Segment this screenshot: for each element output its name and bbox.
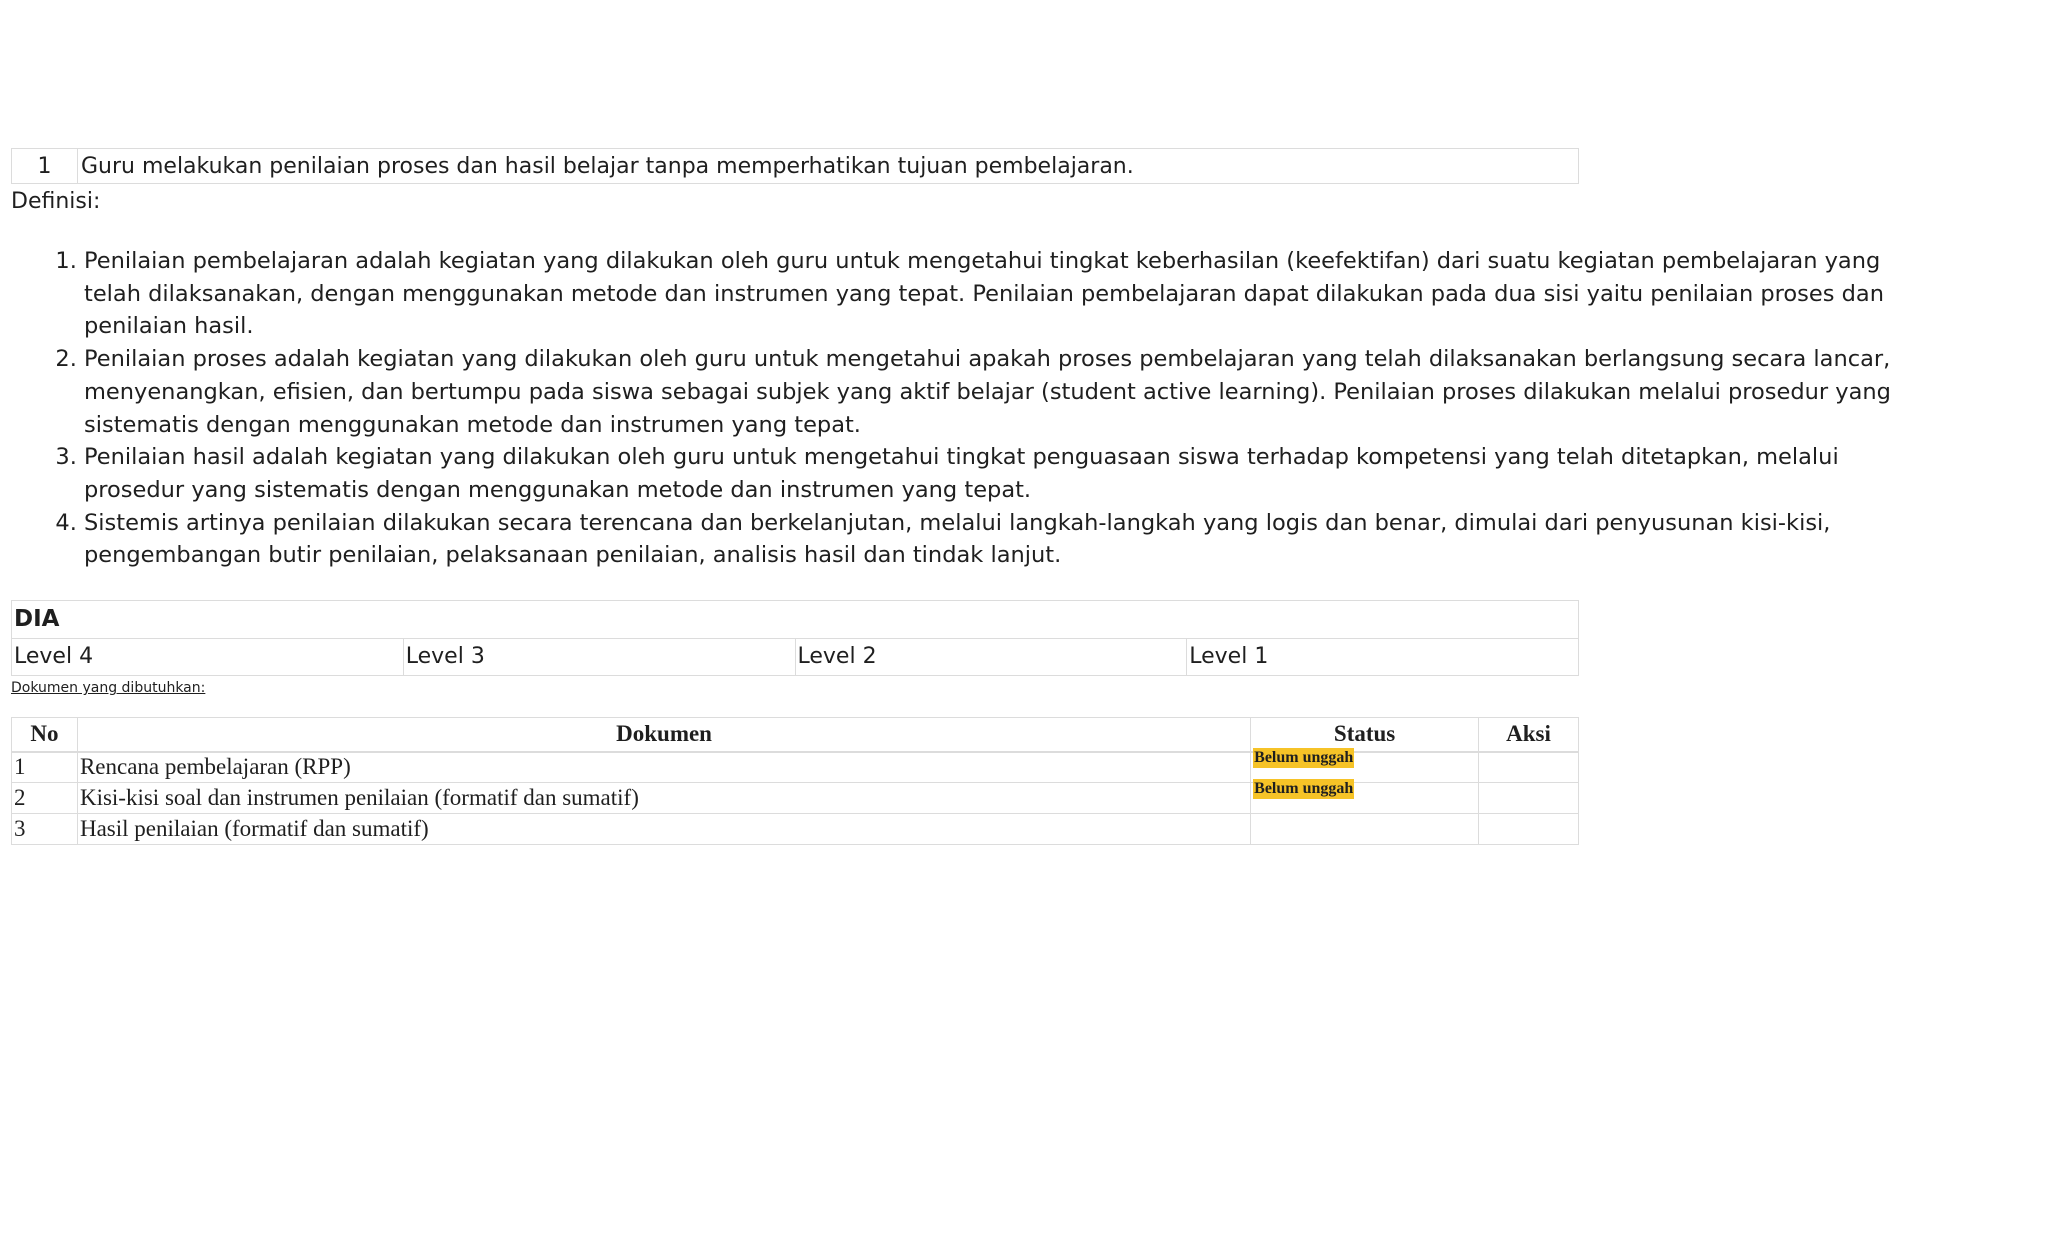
status-badge: Belum unggah xyxy=(1254,780,1354,798)
header-dokumen: Dokumen xyxy=(77,718,1250,752)
header-no: No xyxy=(12,718,78,752)
indicator-row xyxy=(11,148,1579,184)
definition-item: 3. Penilaian hasil adalah kegiatan yang dilakukan oleh guru untuk mengetahui tingkat penguasaan siswa terhadap kompetensi yang telah ditetapkan, melalui prosedur yang sistematis dengan menggunakan metode dan instrumen yang tepat. xyxy=(84,441,1924,506)
dia-title: DIA xyxy=(12,601,1578,639)
definition-label: Definisi: xyxy=(11,189,101,214)
row-dokumen: Kisi-kisi soal dan instrumen penilaian (formatif dan sumatif) xyxy=(77,783,1250,814)
indicator-text: Guru melakukan penilaian proses dan hasil belajar tanpa memperhatikan tujuan pembelajaran. xyxy=(81,153,1134,179)
row-no: 2 xyxy=(12,783,78,814)
header-aksi: Aksi xyxy=(1479,718,1579,752)
row-aksi xyxy=(1479,783,1579,814)
row-no: 3 xyxy=(12,814,78,845)
dia-table xyxy=(11,600,1579,676)
header-status: Status xyxy=(1251,718,1479,752)
definition-list xyxy=(11,245,1924,572)
status-badge: Belum unggah xyxy=(1254,749,1354,767)
document-table-header xyxy=(12,718,1579,752)
row-aksi xyxy=(1479,752,1579,783)
table-row xyxy=(12,752,1579,783)
row-status xyxy=(1251,749,1479,783)
row-aksi xyxy=(1479,814,1579,845)
definition-item: 2. Penilaian proses adalah kegiatan yang dilakukan oleh guru untuk mengetahui apakah proses pembelajaran yang telah dilaksanakan berlangsung secara lancar, menyenangkan, efisien, dan bertumpu pada siswa sebagai subjek yang aktif belajar (student active learning). Penilaian proses dilakukan melalui prosedur yang sistematis dengan menggunakan metode dan instrumen yang tepat. xyxy=(84,343,1924,441)
definition-item: 1. Penilaian pembelajaran adalah kegiatan yang dilakukan oleh guru untuk mengetahui tingkat keberhasilan (keefektifan) dari suatu kegiatan pembelajaran yang telah dilaksanakan, dengan menggunakan metode dan instrumen yang tepat. Penilaian pembelajaran dapat dilakukan pada dua sisi yaitu penilaian proses dan penilaian hasil. xyxy=(84,245,1924,343)
indicator-number: 1 xyxy=(12,149,78,183)
dia-level-2: Level 2 xyxy=(796,639,1188,675)
dia-levels xyxy=(12,639,1578,675)
table-row xyxy=(12,814,1579,845)
dia-level-4: Level 4 xyxy=(12,639,404,675)
row-dokumen: Hasil penilaian (formatif dan sumatif) xyxy=(77,814,1250,845)
row-dokumen: Rencana pembelajaran (RPP) xyxy=(77,752,1250,783)
dia-level-1: Level 1 xyxy=(1189,644,1269,670)
page-content xyxy=(11,148,1971,845)
row-no: 1 xyxy=(12,752,78,783)
row-status xyxy=(1251,780,1479,814)
document-table xyxy=(11,717,1579,845)
definition-item: 4. Sistemis artinya penilaian dilakukan secara terencana dan berkelanjutan, melalui langkah-langkah yang logis dan benar, dimulai dari penyusunan kisi-kisi, pengembangan butir penilaian, pelaksanaan penilaian, analisis hasil dan tindak lanjut. xyxy=(84,507,1924,572)
row-status xyxy=(1251,814,1479,845)
docs-needed-label: Dokumen yang dibutuhkan: xyxy=(11,680,206,697)
table-row xyxy=(12,783,1579,814)
dia-level-3: Level 3 xyxy=(404,639,796,675)
